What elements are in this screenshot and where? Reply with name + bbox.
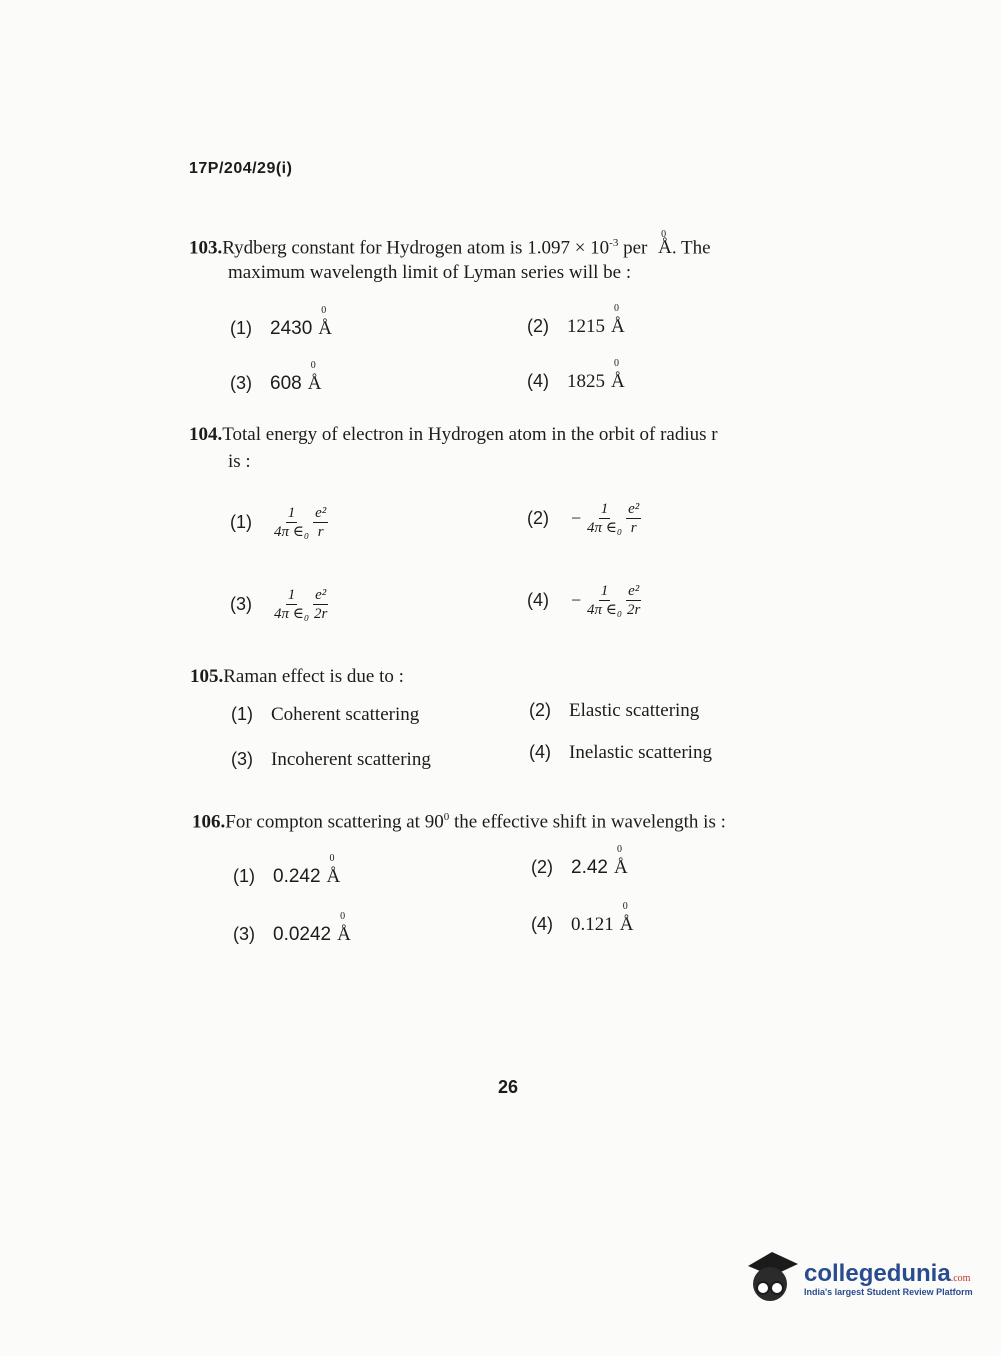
option-value: 0.0242: [273, 924, 332, 945]
option-label: (1): [230, 318, 252, 338]
option-label: (3): [230, 373, 252, 393]
option-103-2: [527, 316, 625, 338]
denominator: 2r: [314, 606, 328, 622]
page-number: 26: [498, 1077, 519, 1097]
numerator: e²: [628, 583, 640, 599]
angstrom-unit: 0 Å: [318, 318, 332, 340]
logo-wordmark: collegedunia: [804, 1260, 951, 1287]
option-105-3: [231, 749, 431, 771]
option-103-3: [230, 373, 321, 395]
denominator: r: [630, 520, 637, 536]
question-text: Rydberg constant for Hydrogen atom is 1.097 × 10: [222, 237, 610, 259]
fraction: [626, 500, 641, 537]
numerator: 1: [600, 583, 609, 599]
question-text: Raman effect is due to :: [223, 666, 404, 687]
fraction: [313, 586, 328, 623]
option-106-4: [531, 914, 633, 936]
option-label: (2): [531, 857, 553, 877]
numerator: 1: [600, 501, 609, 517]
option-label: (1): [231, 704, 253, 724]
angstrom-unit: 0 Å: [611, 316, 625, 338]
option-label: (3): [233, 924, 255, 944]
question-text: For compton scattering at 90: [225, 811, 444, 833]
collegedunia-logo: [742, 1250, 973, 1308]
option-label: (1): [233, 866, 255, 886]
question-number: 106.: [192, 811, 226, 833]
question-106: [192, 802, 726, 837]
option-label: (2): [527, 316, 549, 336]
fraction: [274, 504, 309, 541]
option-label: (3): [230, 594, 252, 614]
option-text: Elastic scattering: [569, 700, 700, 721]
question-number: 105.: [190, 666, 224, 687]
fraction: [587, 582, 622, 619]
option-value: 2.42: [571, 857, 608, 878]
option-label: (2): [527, 508, 549, 528]
logo-tagline: India's largest Student Review Platform: [804, 1287, 973, 1297]
option-105-4: [529, 742, 712, 764]
option-105-1: [231, 704, 419, 726]
question-number: 104.: [189, 424, 223, 445]
option-label: (4): [527, 590, 549, 610]
angstrom-unit: 0 Å: [620, 914, 634, 936]
exponent: -3: [609, 237, 619, 249]
degree-superscript: 0: [443, 811, 450, 823]
option-value: 2430: [270, 318, 313, 339]
numerator: e²: [315, 587, 327, 603]
mascot-icon: [742, 1250, 800, 1308]
numerator: e²: [315, 505, 327, 521]
denominator: 4π ∈₀: [274, 606, 310, 622]
question-text: Total energy of electron in Hydrogen atom in the orbit of radius r: [222, 424, 718, 445]
question-text-cont: the effective shift in wavelength is :: [449, 811, 726, 833]
denominator: 2r: [627, 602, 641, 618]
option-106-2: [531, 857, 628, 879]
option-value: 608: [270, 373, 302, 394]
denominator: 4π ∈₀: [274, 524, 310, 540]
angstrom-unit: 0 Å: [658, 233, 672, 263]
option-105-2: [529, 700, 699, 722]
option-label: (4): [531, 914, 553, 934]
option-label: (1): [230, 512, 252, 532]
option-106-3: [233, 924, 351, 946]
option-104-1: [230, 504, 328, 541]
denominator: 4π ∈₀: [587, 602, 623, 618]
question-text-cont: per: [618, 237, 653, 259]
numerator: e²: [628, 501, 640, 517]
option-text: Incoherent scattering: [271, 749, 431, 770]
angstrom-unit: 0 Å: [308, 373, 322, 395]
option-104-4: [527, 582, 641, 619]
angstrom-unit: 0 Å: [337, 924, 351, 946]
numerator: 1: [287, 505, 296, 521]
option-label: (4): [529, 742, 551, 762]
minus-sign: −: [571, 508, 582, 528]
option-label: (4): [527, 371, 549, 391]
option-103-1: [230, 318, 332, 340]
option-text: Inelastic scattering: [569, 742, 712, 763]
option-104-2: [527, 500, 641, 537]
question-text-end: . The: [671, 237, 711, 259]
minus-sign: −: [571, 590, 582, 610]
question-text-line2: is :: [228, 451, 251, 472]
option-value: 0.121: [571, 914, 614, 935]
angstrom-unit: 0 Å: [327, 866, 341, 888]
question-number: 103.: [189, 237, 223, 259]
option-value: 1825: [567, 371, 605, 392]
question-104: [189, 420, 718, 450]
option-text: Coherent scattering: [271, 704, 420, 725]
option-label: (2): [529, 700, 551, 720]
option-104-3: [230, 586, 328, 623]
fraction: [587, 500, 622, 537]
angstrom-unit: 0 Å: [614, 857, 628, 879]
denominator: r: [317, 524, 324, 540]
numerator: 1: [287, 587, 296, 603]
fraction: [626, 582, 641, 619]
angstrom-unit: 0 Å: [611, 371, 625, 393]
option-value: 0.242: [273, 866, 321, 887]
paper-code: 17P/204/29(i): [189, 160, 293, 177]
fraction: [313, 504, 328, 541]
option-value: 1215: [567, 316, 605, 337]
fraction: [274, 586, 309, 623]
denominator: 4π ∈₀: [587, 520, 623, 536]
option-103-4: [527, 371, 625, 393]
question-text-line2: maximum wavelength limit of Lyman series will be :: [228, 262, 632, 283]
option-label: (3): [231, 749, 253, 769]
question-105: [190, 662, 404, 692]
option-106-1: [233, 866, 340, 888]
logo-dotcom: .com: [950, 1273, 971, 1284]
